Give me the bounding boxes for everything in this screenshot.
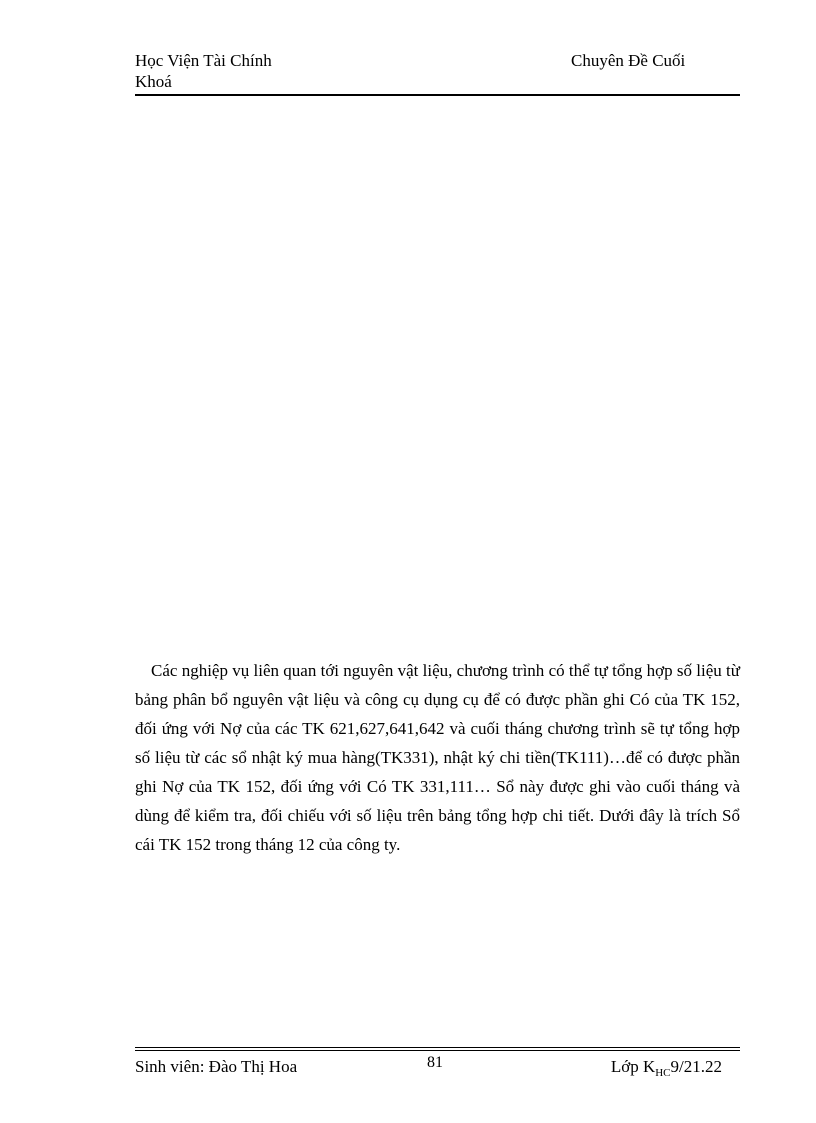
institution-name: Học Viện Tài Chính [135,51,272,70]
document-title: Chuyên Đề Cuối [571,51,686,70]
footer-divider [135,1047,740,1051]
page-number: 81 [427,1054,443,1071]
student-name: Sinh viên: Đào Thị Hoa [135,1057,298,1076]
class-subscript: HC [655,1067,671,1079]
body-paragraph: Các nghiệp vụ liên quan tới nguyên vật liệu, chương trình có thể tự tổng hợp số liệu từ bảng phân bổ nguyên vật liệu và công cụ dụng cụ để có được phần ghi Có của TK 152, đối ứng với Nợ của các TK 621,627,641,642 và cuối tháng chương trình sẽ tự tổng hợp số liệu từ các sổ nhật ký mua hàng(TK331), nhật ký chi tiền(TK111)…để có được phần ghi Nợ của TK 152, đối ứng với Có TK 331,111… Sổ này được ghi vào cuối tháng và dùng để kiểm tra, đối chiếu với số liệu trên bảng tổng hợp chi tiết. Dưới đây là trích Sổ cái TK 152 trong tháng 12 của công ty. [135,661,740,854]
class-code [611,1056,722,1084]
page-header [135,48,740,96]
page-footer [135,1054,740,1078]
class-prefix: Lớp K [610,1057,656,1076]
class-suffix: 9/21.22 [670,1057,722,1076]
document-title-continued: Khoá [135,72,172,91]
